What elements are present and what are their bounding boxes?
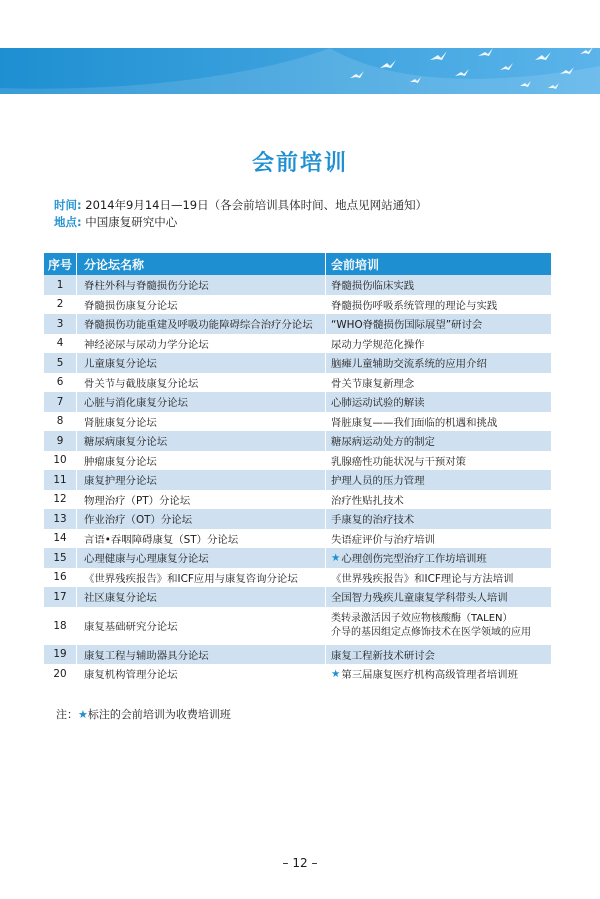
- row-training-cell: [325, 607, 551, 645]
- place-value: 中国康复研究中心: [85, 215, 178, 229]
- table-row: [44, 548, 551, 568]
- star-icon: ★: [78, 708, 88, 721]
- row-number: 4: [56, 337, 64, 350]
- table-row: [44, 412, 551, 432]
- row-training: 手康复的治疗技术: [325, 509, 551, 529]
- row-forum: 脊髓损伤康复分论坛: [76, 295, 325, 315]
- row-number: 11: [53, 473, 67, 486]
- row-training: 《世界残疾报告》和ICF理论与方法培训: [325, 568, 551, 588]
- row-number: 19: [53, 648, 67, 661]
- row-forum: 脊柱外科与脊髓损伤分论坛: [76, 275, 325, 295]
- row-number: 20: [53, 667, 67, 680]
- table-row: [44, 509, 551, 529]
- row-forum: 《世界残疾报告》和ICF应用与康复咨询分论坛: [76, 568, 325, 588]
- row-number: 12: [53, 493, 67, 506]
- row-training: 心肺运动试验的解读: [325, 392, 551, 412]
- info-time: [54, 197, 427, 213]
- row-training: 护理人员的压力管理: [325, 470, 551, 490]
- row-forum: 康复工程与辅助器具分论坛: [76, 645, 325, 665]
- row-number: 7: [56, 395, 64, 408]
- footnote-text: 标注的会前培训为收费培训班: [87, 708, 231, 721]
- row-number: 15: [53, 551, 67, 564]
- row-training: 尿动力学规范化操作: [325, 334, 551, 354]
- row-forum: 肿瘤康复分论坛: [76, 451, 325, 471]
- row-number: 2: [56, 298, 64, 311]
- table-row: [44, 334, 551, 354]
- row-number: 3: [56, 317, 64, 330]
- row-training: 第三届康复医疗机构高级管理者培训班: [341, 669, 518, 682]
- table-row: [44, 645, 551, 665]
- row-forum: 心脏与消化康复分论坛: [76, 392, 325, 412]
- row-forum: 糖尿病康复分论坛: [76, 431, 325, 451]
- row-training: 失语症评价与治疗培训: [325, 529, 551, 549]
- row-number: 18: [53, 619, 67, 632]
- row-training: “WHO脊髓损伤国际展望”研讨会: [325, 314, 551, 334]
- row-training: 康复工程新技术研讨会: [325, 645, 551, 665]
- row-training-cell: [325, 664, 551, 684]
- row-number: 5: [56, 356, 64, 369]
- row-training-cell: [325, 548, 551, 568]
- table-row: [44, 529, 551, 549]
- row-training: 治疗性贴扎技术: [325, 490, 551, 510]
- header-training: 会前培训: [325, 253, 551, 275]
- star-icon: ★: [331, 667, 341, 680]
- row-number: 1: [56, 278, 64, 291]
- row-training-line: 类转录激活因子效应物核酸酶（TALEN）: [331, 612, 513, 624]
- header-banner-birds: [0, 48, 600, 94]
- table-row: [44, 353, 551, 373]
- time-label: 时间:: [54, 198, 82, 212]
- row-number: 10: [53, 454, 67, 467]
- table-row: [44, 431, 551, 451]
- table-row: [44, 490, 551, 510]
- row-number: 9: [56, 434, 64, 447]
- table-row: [44, 587, 551, 607]
- row-training: 脑瘫儿童辅助交流系统的应用介绍: [325, 353, 551, 373]
- row-forum: 心理健康与心理康复分论坛: [76, 548, 325, 568]
- footnote: [56, 706, 231, 722]
- header-number: 序号: [47, 257, 72, 272]
- row-number: 17: [53, 590, 67, 603]
- row-training: 糖尿病运动处方的制定: [325, 431, 551, 451]
- row-forum: 神经泌尿与尿动力学分论坛: [76, 334, 325, 354]
- row-training: 脊髓损伤呼吸系统管理的理论与实践: [325, 295, 551, 315]
- time-value: 2014年9月14日—19日（各会前培训具体时间、地点见网站通知）: [85, 198, 428, 212]
- table-row: [44, 664, 551, 684]
- table-row: [44, 607, 551, 645]
- row-training: 全国智力残疾儿童康复学科带头人培训: [325, 587, 551, 607]
- table-row: [44, 373, 551, 393]
- table-row: [44, 451, 551, 471]
- table-row: [44, 568, 551, 588]
- row-training: 肾脏康复——我们面临的机遇和挑战: [325, 412, 551, 432]
- table-row: [44, 392, 551, 412]
- row-forum: 社区康复分论坛: [76, 587, 325, 607]
- row-training-line: 介导的基因组定点修饰技术在医学领域的应用: [331, 626, 531, 638]
- info-place: [54, 214, 177, 230]
- row-forum: 骨关节与截肢康复分论坛: [76, 373, 325, 393]
- row-forum: 物理治疗（PT）分论坛: [76, 490, 325, 510]
- row-forum: 肾脏康复分论坛: [76, 412, 325, 432]
- row-training: 心理创伤完型治疗工作坊培训班: [341, 553, 487, 566]
- header-forum: 分论坛名称: [76, 253, 325, 275]
- table-row: [44, 314, 551, 334]
- row-forum: 康复机构管理分论坛: [76, 664, 325, 684]
- table-row: [44, 470, 551, 490]
- row-number: 14: [53, 532, 67, 545]
- page-title: 会前培训: [251, 151, 348, 176]
- row-number: 16: [53, 571, 67, 584]
- star-icon: ★: [331, 551, 341, 564]
- row-forum: 康复基础研究分论坛: [76, 607, 325, 645]
- row-training-multiline: [331, 612, 531, 640]
- row-training: 乳腺癌性功能状况与干预对策: [325, 451, 551, 471]
- row-number: 8: [56, 415, 64, 428]
- place-label: 地点:: [54, 215, 82, 229]
- row-forum: 儿童康复分论坛: [76, 353, 325, 373]
- row-number: 13: [53, 512, 67, 525]
- row-forum: 脊髓损伤功能重建及呼吸功能障碍综合治疗分论坛: [76, 314, 325, 334]
- row-forum: 康复护理分论坛: [76, 470, 325, 490]
- row-training: 骨关节康复新理念: [325, 373, 551, 393]
- table-header-row: [44, 253, 551, 275]
- page-number: – 12 –: [282, 856, 318, 870]
- row-forum: 言语•吞咽障碍康复（ST）分论坛: [76, 529, 325, 549]
- table-row: [44, 275, 551, 295]
- footnote-prefix: 注：: [56, 708, 78, 721]
- training-table: [44, 253, 551, 684]
- table-row: [44, 295, 551, 315]
- row-number: 6: [56, 376, 64, 389]
- row-forum: 作业治疗（OT）分论坛: [76, 509, 325, 529]
- row-training: 脊髓损伤临床实践: [325, 275, 551, 295]
